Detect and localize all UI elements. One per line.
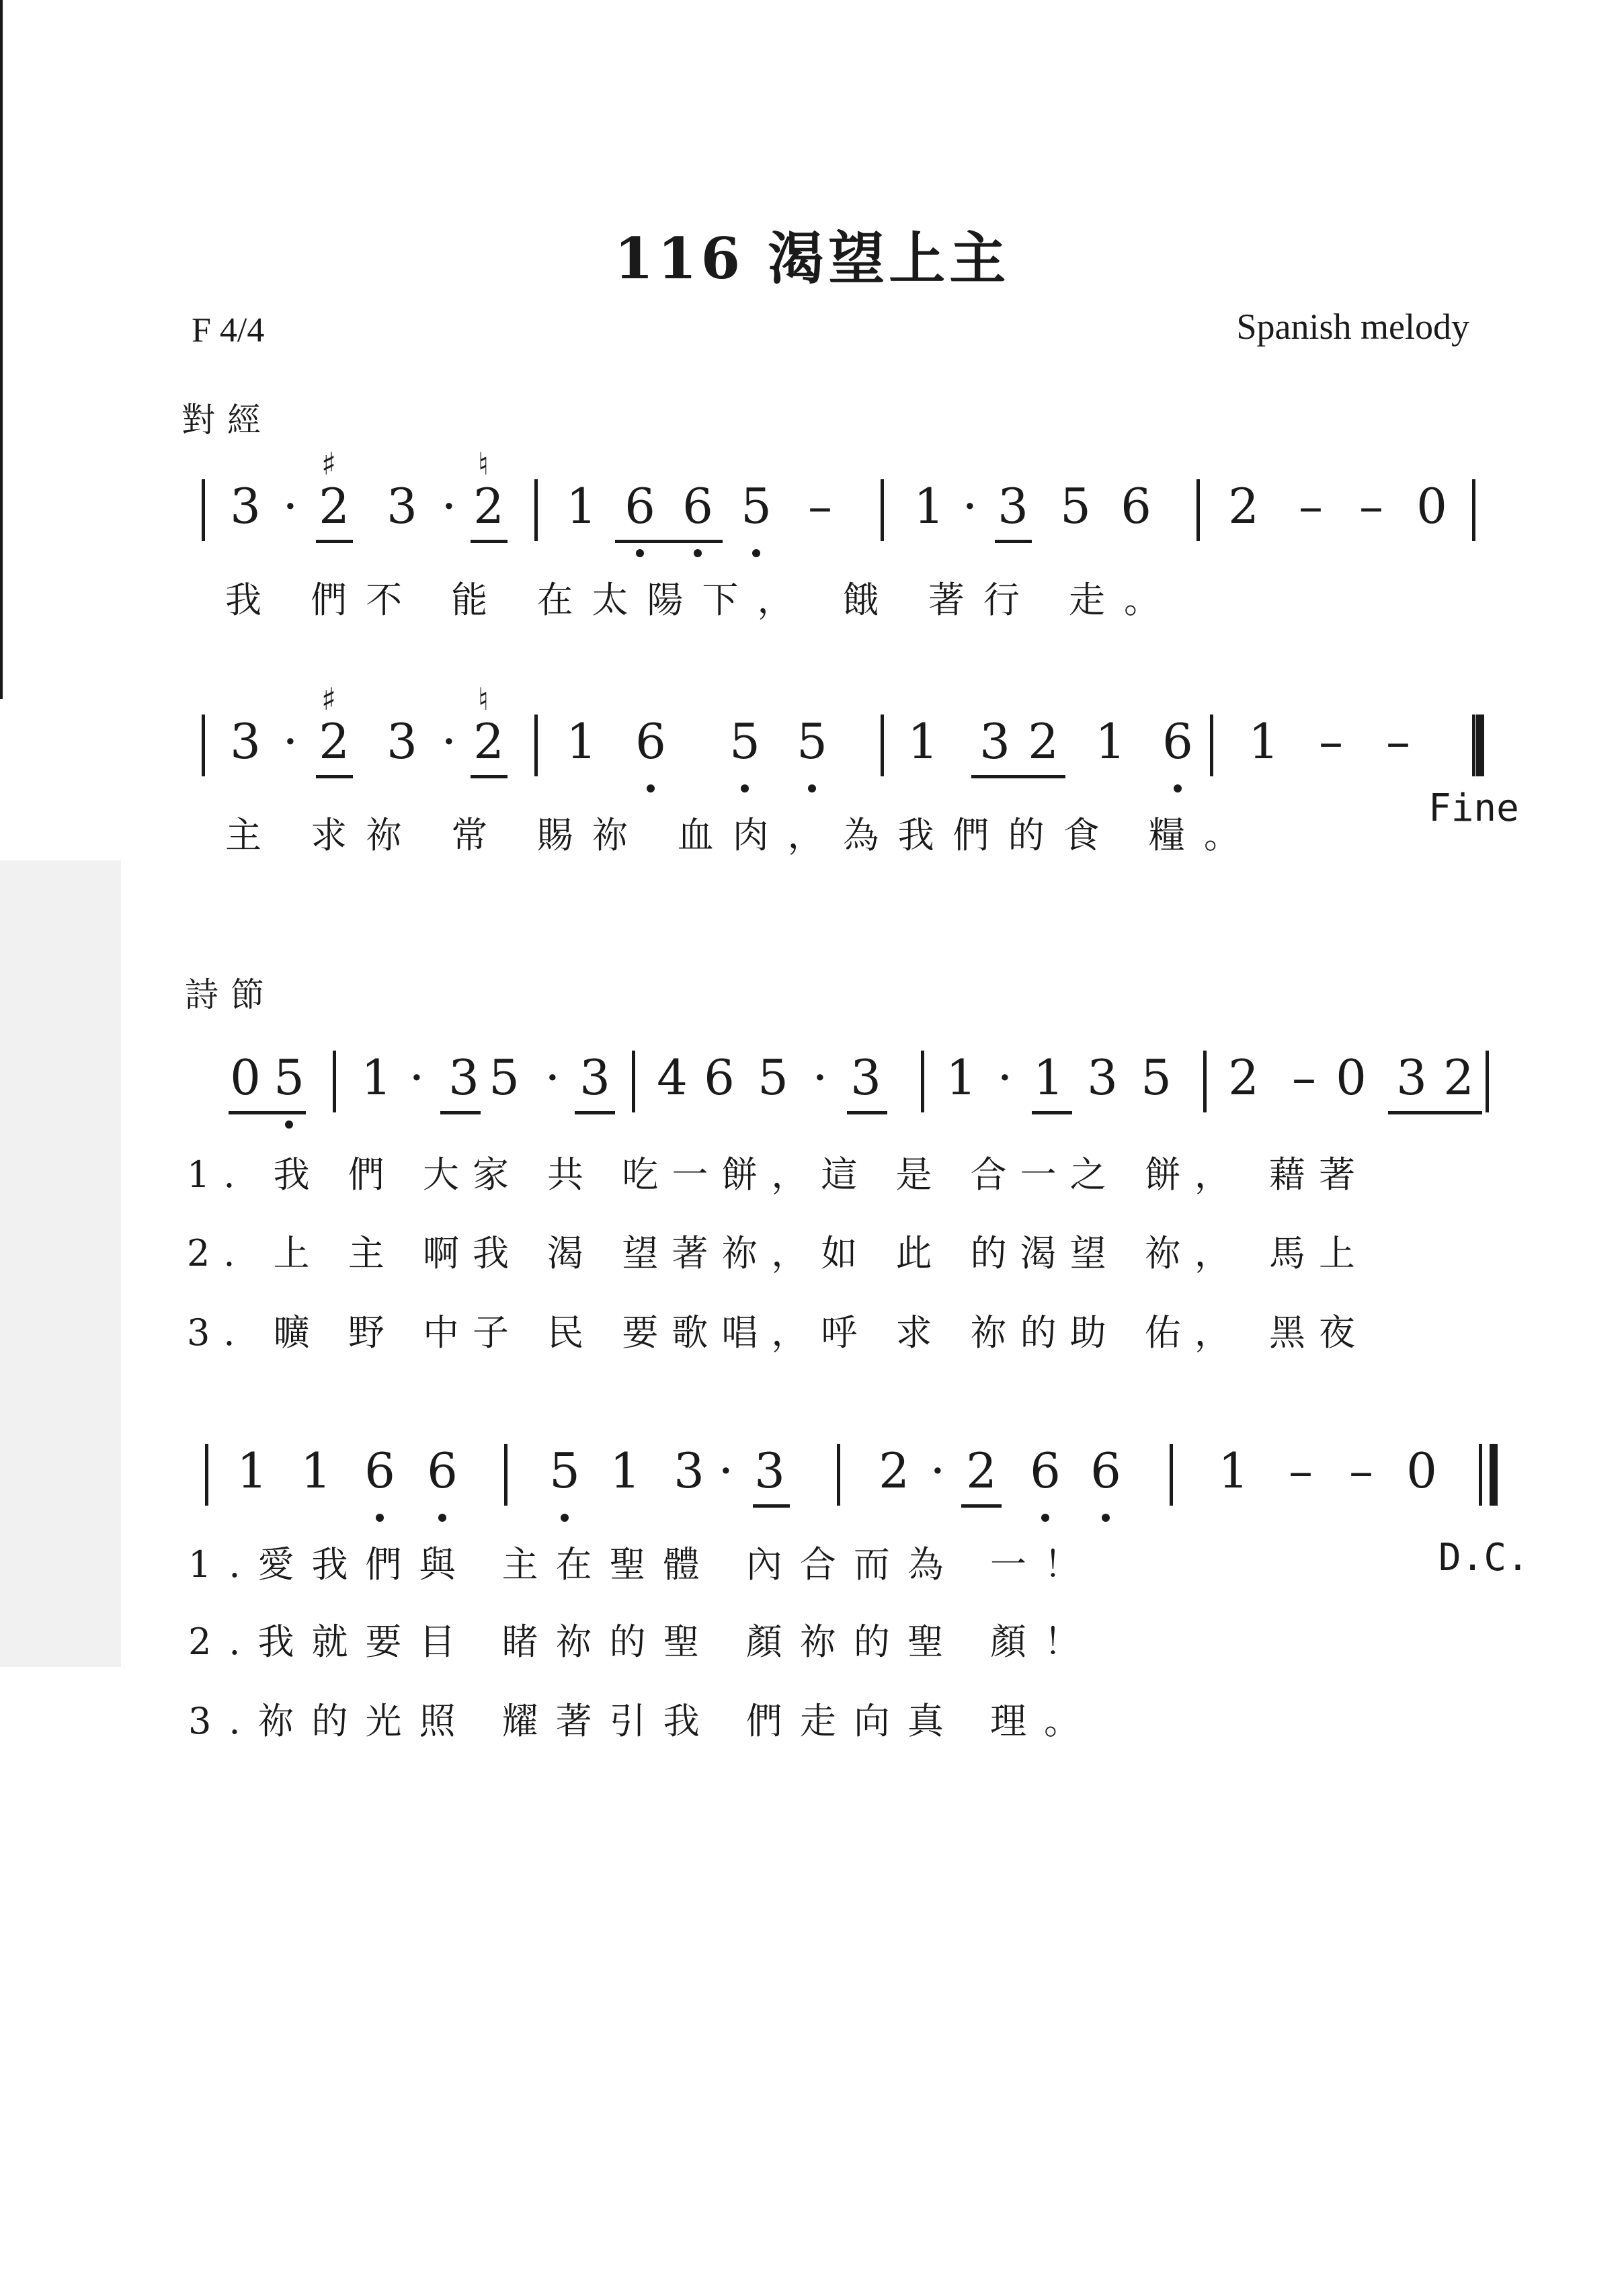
note-number: 5 [549, 1442, 580, 1499]
note-number: 3 [1396, 1049, 1427, 1106]
note-number: 5 [741, 478, 772, 534]
lower-octave-dot [1174, 784, 1182, 792]
note-number: 1 [361, 1049, 392, 1106]
note-number: 3 [1087, 1049, 1118, 1106]
note-number: 2 [1443, 1049, 1474, 1106]
note-number: 4 [657, 1049, 688, 1106]
augmentation-dot: · [997, 1049, 1013, 1106]
barline [1486, 1051, 1489, 1112]
note-number: 5 [489, 1049, 520, 1106]
eighth-note-underline [1388, 1111, 1482, 1114]
eighth-note-underline [1032, 1111, 1072, 1114]
augmentation-dot: · [544, 1049, 561, 1106]
note-number: 6 [704, 1049, 735, 1106]
note-number: 2 [473, 713, 504, 770]
note-number: 5 [797, 713, 827, 770]
barline [837, 1444, 840, 1506]
barline [205, 1444, 208, 1506]
notation-line-1 [0, 446, 1624, 555]
sharp-accidental: ♯ [321, 681, 337, 717]
note-number: 6 [1162, 713, 1193, 770]
note-number: 6 [635, 713, 666, 770]
note-number: 1 [566, 478, 597, 534]
note-number: 3 [579, 1049, 610, 1106]
note-number: 0 [230, 1049, 261, 1106]
note-number: 3 [979, 713, 1010, 770]
tie-dash: – [1289, 1442, 1313, 1499]
lower-octave-dot [438, 1514, 446, 1522]
note-number: 3 [230, 713, 261, 770]
note-number: 1 [1033, 1049, 1064, 1106]
final-barline [1476, 715, 1484, 776]
eighth-note-underline [440, 1111, 481, 1114]
note-number: 2 [1028, 713, 1059, 770]
augmentation-dot: · [282, 478, 298, 534]
barline [881, 479, 884, 541]
tie-dash: – [1359, 478, 1383, 534]
tie-dash: – [808, 478, 832, 534]
note-number: 1 [907, 713, 938, 770]
lower-octave-dot [561, 1514, 569, 1522]
barline [1196, 479, 1200, 541]
barline [504, 1444, 508, 1506]
note-number: 2 [966, 1442, 997, 1499]
verse-lyrics-1: 1. 我 們 大家 共 吃一餅，這 是 合一之 餅， 藉著 [187, 1153, 1369, 1196]
lower-octave-dot [1041, 1514, 1049, 1522]
note-number: 1 [946, 1049, 977, 1106]
note-number: 6 [1090, 1442, 1121, 1499]
notation-line-3 [0, 1045, 1624, 1126]
verse-lyrics-2: 2. 上 主 啊我 渴 望著祢，如 此 的渴望 祢， 馬上 [187, 1232, 1369, 1274]
barline [881, 715, 884, 776]
augmentation-dot: · [441, 713, 457, 770]
section-label-refrain: 對經 [181, 401, 273, 440]
scan-shadow [0, 860, 121, 1667]
note-number: 1 [237, 1442, 268, 1499]
hymn-title: 116 渴望上主 [614, 225, 1010, 292]
tie-dash: – [1349, 1442, 1373, 1499]
barline [202, 715, 205, 776]
barline [1479, 1444, 1482, 1506]
note-number: 6 [682, 478, 713, 534]
lyrics-line-2: 主 求祢 常 賜祢 血肉，為我們的食 糧。 [225, 814, 1259, 856]
note-number: 6 [624, 478, 655, 534]
section-label-verse: 詩節 [185, 975, 276, 1014]
eighth-note-underline [971, 775, 1065, 778]
lower-octave-dot [741, 784, 749, 792]
eighth-note-underline [753, 1504, 790, 1508]
note-number: 5 [274, 1049, 304, 1106]
note-number: 1 [1218, 1442, 1249, 1499]
barline [1210, 715, 1213, 776]
eighth-note-underline [316, 540, 353, 543]
dc-mark: D.C. [1438, 1536, 1529, 1580]
note-number: 2 [319, 713, 350, 770]
eighth-note-underline [229, 1111, 306, 1114]
note-number: 3 [448, 1049, 479, 1106]
lower-octave-dot [647, 784, 655, 792]
augmentation-dot: · [409, 1049, 425, 1106]
augmentation-dot: · [962, 478, 978, 534]
natural-accidental: ♮ [477, 446, 489, 482]
fine-mark: Fine [1428, 786, 1519, 830]
note-number: 3 [998, 478, 1028, 534]
note-number: 1 [566, 713, 597, 770]
lower-octave-dot [752, 549, 760, 557]
note-number: 5 [758, 1049, 788, 1106]
augmentation-dot: · [812, 1049, 828, 1106]
barline [1170, 1444, 1173, 1506]
lower-octave-dot [636, 549, 644, 557]
key-signature: F 4/4 [192, 311, 265, 350]
eighth-note-underline [471, 540, 508, 543]
note-number: 0 [1416, 478, 1447, 534]
note-number: 3 [754, 1442, 785, 1499]
eighth-note-underline [847, 1111, 887, 1114]
note-number: 0 [1336, 1049, 1367, 1106]
augmentation-dot: · [282, 713, 298, 770]
eighth-note-underline [961, 1504, 1002, 1508]
lower-octave-dot [285, 1120, 293, 1129]
natural-accidental: ♮ [477, 681, 489, 717]
ending-lyrics-2: 2.我就要目 睹祢的聖 顏祢的聖 顏！ [188, 1621, 1098, 1663]
notation-line-2 [0, 681, 1624, 790]
tie-dash: – [1386, 713, 1410, 770]
augmentation-dot: · [441, 478, 457, 534]
tie-dash: – [1319, 713, 1343, 770]
eighth-note-underline [615, 540, 723, 543]
note-number: 5 [1060, 478, 1091, 534]
eighth-note-underline [575, 1111, 615, 1114]
tie-dash: – [1299, 478, 1323, 534]
note-number: 3 [850, 1049, 881, 1106]
ending-lyrics-1: 1.愛我們與 主在聖體 內合而為 一！ [188, 1543, 1098, 1586]
note-number: 2 [319, 478, 350, 534]
tie-dash: – [1292, 1049, 1316, 1106]
note-number: 0 [1406, 1442, 1437, 1499]
lower-octave-dot [376, 1514, 384, 1522]
barline [202, 479, 205, 541]
note-number: 3 [230, 478, 261, 534]
barline [1472, 715, 1475, 776]
barline [921, 1051, 924, 1112]
notation-line-4 [0, 1438, 1624, 1519]
barline [1472, 479, 1475, 541]
note-number: 1 [1095, 713, 1126, 770]
barline [534, 715, 538, 776]
note-number: 2 [1228, 1049, 1259, 1106]
note-number: 6 [1121, 478, 1151, 534]
page-edge-line [0, 0, 3, 699]
lyrics-line-1: 我 們不 能 在太陽下， 餓 著行 走。 [225, 579, 1179, 621]
barline [1203, 1051, 1207, 1112]
eighth-note-underline [316, 775, 353, 778]
final-barline [1490, 1444, 1498, 1506]
augmentation-dot: · [718, 1442, 734, 1499]
sharp-accidental: ♯ [321, 446, 337, 482]
barline [632, 1051, 635, 1112]
augmentation-dot: · [930, 1442, 946, 1499]
note-number: 3 [387, 713, 417, 770]
note-number: 6 [1030, 1442, 1061, 1499]
note-number: 2 [473, 478, 504, 534]
note-number: 2 [879, 1442, 909, 1499]
eighth-note-underline [471, 775, 508, 778]
melody-source: Spanish melody [1236, 307, 1469, 347]
note-number: 3 [674, 1442, 704, 1499]
note-number: 5 [1141, 1049, 1172, 1106]
note-number: 6 [427, 1442, 458, 1499]
lower-octave-dot [808, 784, 816, 792]
lower-octave-dot [1102, 1514, 1110, 1522]
note-number: 1 [1248, 713, 1279, 770]
note-number: 3 [387, 478, 417, 534]
note-number: 1 [300, 1442, 331, 1499]
note-number: 6 [364, 1442, 395, 1499]
note-number: 1 [914, 478, 944, 534]
lower-octave-dot [694, 549, 702, 557]
note-number: 2 [1228, 478, 1259, 534]
eighth-note-underline [995, 540, 1032, 543]
note-number: 5 [729, 713, 760, 770]
verse-lyrics-3: 3. 曠 野 中子 民 要歌唱，呼 求 祢的助 佑， 黑夜 [187, 1311, 1369, 1354]
barline [534, 479, 538, 541]
note-number: 1 [610, 1442, 641, 1499]
barline [333, 1051, 336, 1112]
ending-lyrics-3: 3.祢的光照 耀著引我 們走向真 理。 [188, 1700, 1098, 1742]
